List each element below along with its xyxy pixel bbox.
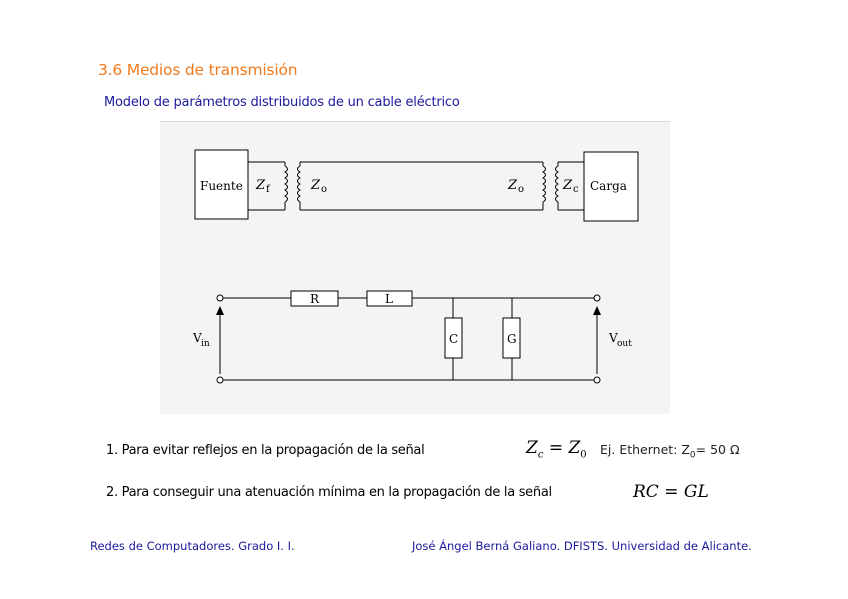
vin-label: V (193, 331, 202, 345)
zo-right-sub: o (518, 184, 525, 195)
conductance-label: G (507, 332, 517, 346)
resistor-label: R (310, 292, 320, 306)
slide-title: 3.6 Medios de transmisión (98, 61, 298, 79)
voltage-arrows (216, 306, 601, 315)
z0-subscript: 0 (580, 449, 587, 461)
diagram-svg (160, 122, 670, 414)
footer-course: Redes de Computadores. Grado I. I. (90, 539, 295, 553)
zc-label: Z (563, 178, 573, 193)
left-transformer-icon (285, 162, 300, 210)
ethernet-example-prefix: Ej. Ethernet: Z (600, 442, 690, 457)
zf-label: Z (256, 178, 266, 193)
slide-subtitle: Modelo de parámetros distribuidos de un cable eléctrico (104, 95, 460, 110)
condition-2-formula: RC = GL (633, 482, 709, 502)
zc-subscript: c (537, 449, 544, 461)
lumped-circuit (217, 291, 600, 383)
vout-label: V (609, 331, 618, 345)
ethernet-example-sub: 0 (689, 450, 696, 461)
vin-arrow-icon (216, 306, 224, 315)
inductor-label: L (385, 292, 393, 306)
condition-2-text: 2. Para conseguir una atenuación mínima en la propagación de la señal (106, 485, 552, 500)
zf-sub: f (266, 184, 270, 195)
distributed-parameters-diagram (160, 122, 670, 414)
ethernet-example (600, 442, 740, 461)
footer-author: José Ángel Berná Galiano. DFISTS. Universidad de Alicante. (412, 539, 752, 553)
vin-sub: in (201, 339, 210, 349)
source-label: Fuente (200, 179, 243, 193)
z0-symbol: Z (568, 438, 581, 458)
zo-right-label: Z (508, 178, 518, 193)
zo-left-label: Z (311, 178, 321, 193)
equals-symbol: = (543, 438, 569, 458)
right-transformer-icon (543, 162, 558, 210)
condition-1-formula (526, 438, 587, 460)
capacitor-label: C (449, 332, 459, 346)
ethernet-example-suffix: = 50 Ω (695, 442, 740, 457)
zo-left-sub: o (321, 184, 328, 195)
zc-sub: c (573, 184, 579, 195)
vout-arrow-icon (593, 306, 601, 315)
load-label: Carga (590, 179, 627, 193)
condition-1-text: 1. Para evitar reflejos en la propagación de la señal (106, 443, 425, 458)
zc-symbol: Z (526, 438, 538, 458)
vout-sub: out (617, 339, 632, 349)
